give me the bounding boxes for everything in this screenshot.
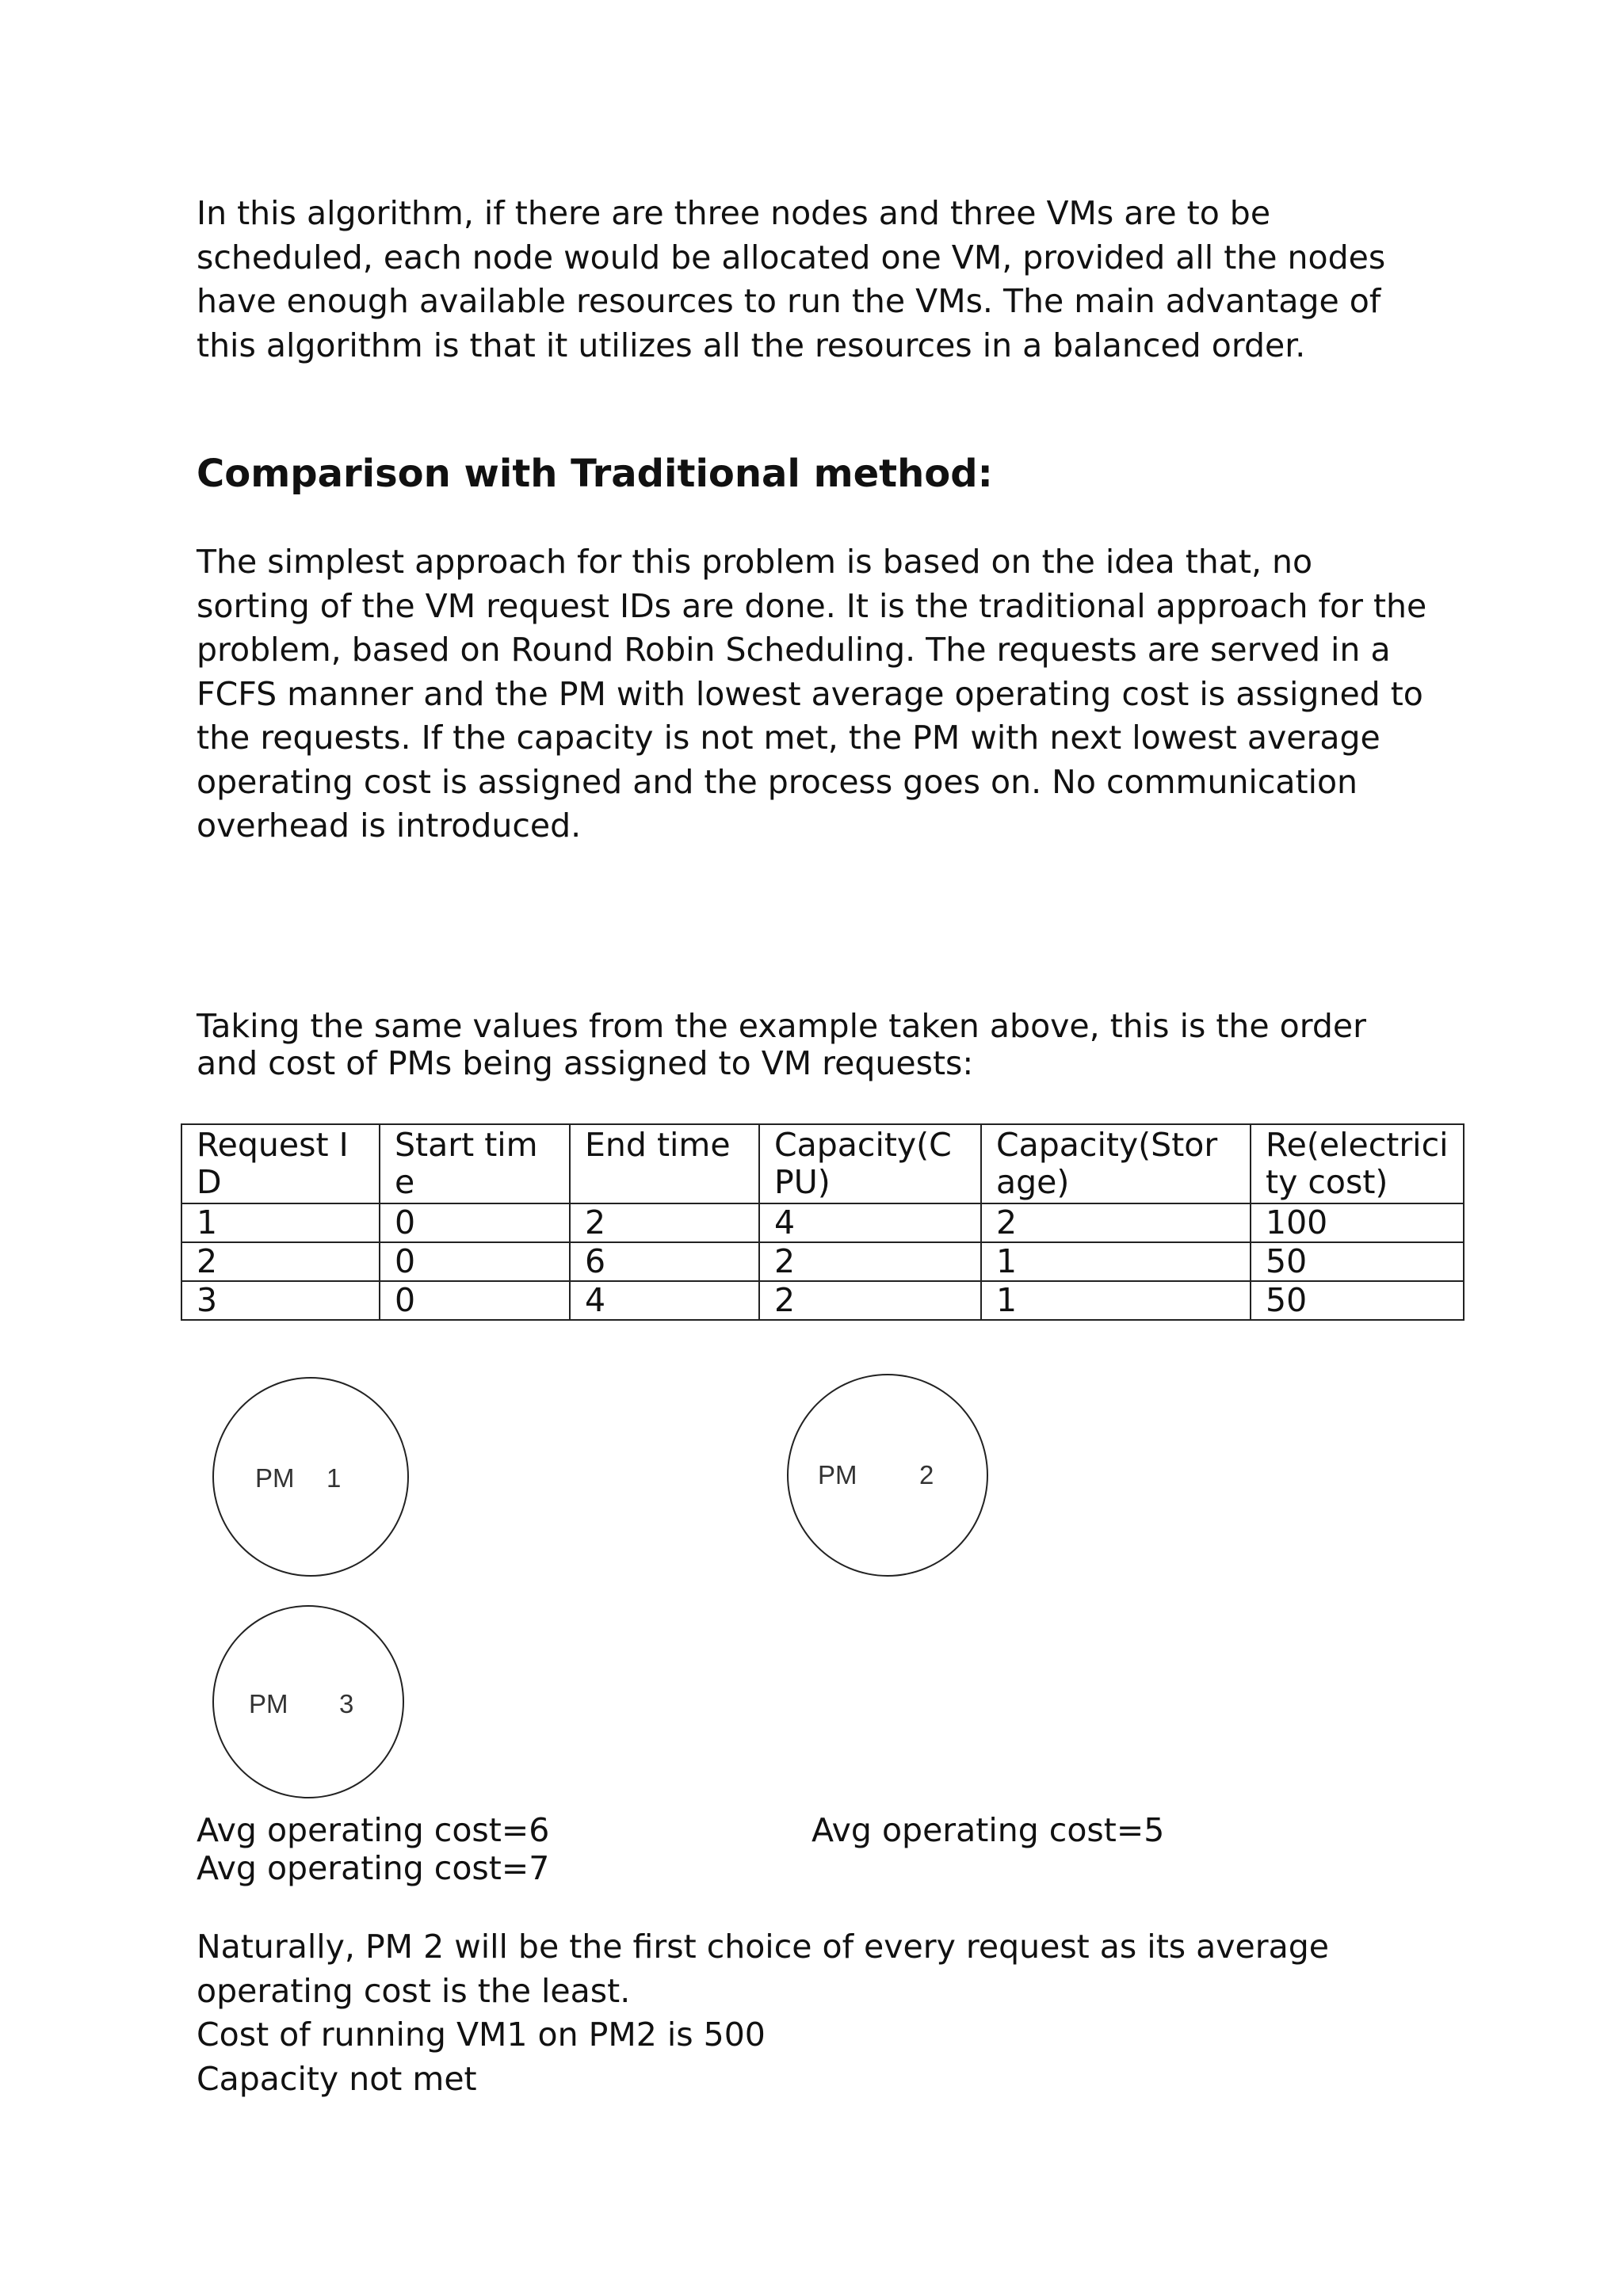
pm-1-circle bbox=[212, 1377, 409, 1577]
cell-start-time: 0 bbox=[380, 1203, 570, 1242]
table-row bbox=[181, 1203, 1464, 1242]
pm-1-name: PM bbox=[255, 1463, 295, 1493]
cell-request-id: 3 bbox=[181, 1281, 380, 1320]
pm-1-avg-cost: Avg operating cost=6 bbox=[197, 1811, 550, 1849]
header-capacity-storage: Capacity(Storage) bbox=[981, 1124, 1251, 1203]
cell-start-time: 0 bbox=[380, 1242, 570, 1281]
pm-1-number: 1 bbox=[327, 1463, 342, 1493]
cell-capacity-storage: 1 bbox=[981, 1281, 1251, 1320]
cell-electricity-cost: 100 bbox=[1251, 1203, 1464, 1242]
cell-request-id: 1 bbox=[181, 1203, 380, 1242]
table-header-row bbox=[181, 1124, 1464, 1203]
example-intro-paragraph: Taking the same values from the example taken above, this is the order and cost of PMs being assigned to VM requests: bbox=[197, 1007, 1366, 1082]
header-request-id: Request ID bbox=[181, 1124, 380, 1203]
cell-capacity-storage: 1 bbox=[981, 1242, 1251, 1281]
cell-capacity-storage: 2 bbox=[981, 1203, 1251, 1242]
cell-capacity-cpu: 4 bbox=[759, 1203, 981, 1242]
cell-start-time: 0 bbox=[380, 1281, 570, 1320]
cell-request-id: 2 bbox=[181, 1242, 380, 1281]
vm-request-table bbox=[181, 1123, 1465, 1321]
intro-paragraph: In this algorithm, if there are three nodes and three VMs are to be scheduled, each node would be allocated one VM, provided all the nodes have enough available resources to run the VMs. The main advantage of this algorithm is that it utilizes all the resources in a balanced order. bbox=[197, 194, 1386, 364]
pm-2-avg-cost: Avg operating cost=5 bbox=[812, 1811, 1165, 1849]
table-row bbox=[181, 1242, 1464, 1281]
header-capacity-cpu: Capacity(CPU) bbox=[759, 1124, 981, 1203]
pm-3-circle bbox=[212, 1605, 404, 1798]
pm-3-name: PM bbox=[249, 1689, 288, 1718]
table-row bbox=[181, 1281, 1464, 1320]
cell-end-time: 4 bbox=[570, 1281, 759, 1320]
cell-capacity-cpu: 2 bbox=[759, 1242, 981, 1281]
cell-electricity-cost: 50 bbox=[1251, 1281, 1464, 1320]
pm-2-name: PM bbox=[818, 1460, 857, 1489]
pm-3-avg-cost: Avg operating cost=7 bbox=[197, 1849, 550, 1887]
header-electricity-cost: Re(electricity cost) bbox=[1251, 1124, 1464, 1203]
traditional-method-paragraph: The simplest approach for this problem is based on the idea that, no sorting of the VM request IDs are done. It is the traditional approach for the problem, based on Round Robin Scheduling. The requests are served in a FCFS manner and the PM with lowest average operating cost is assigned to the requests. If the capacity is not met, the PM with next lowest average operating cost is assigned and the process goes on. No communication overhead is introduced. bbox=[197, 543, 1427, 845]
cell-electricity-cost: 50 bbox=[1251, 1242, 1464, 1281]
section-heading: Comparison with Traditional method: bbox=[197, 452, 993, 496]
pm-2-number: 2 bbox=[919, 1460, 934, 1489]
cell-end-time: 6 bbox=[570, 1242, 759, 1281]
conclusion-block bbox=[197, 1925, 1433, 2101]
conclusion-line-3: Capacity not met bbox=[197, 2059, 477, 2098]
cell-capacity-cpu: 2 bbox=[759, 1281, 981, 1320]
conclusion-line-2: Cost of running VM1 on PM2 is 500 bbox=[197, 2016, 766, 2054]
header-start-time: Start time bbox=[380, 1124, 570, 1203]
pm-3-number: 3 bbox=[339, 1689, 354, 1718]
conclusion-line-1: Naturally, PM 2 will be the first choice of every request as its average operating cost is the least. bbox=[197, 1928, 1330, 2010]
cell-end-time: 2 bbox=[570, 1203, 759, 1242]
header-end-time: End time bbox=[570, 1124, 759, 1203]
